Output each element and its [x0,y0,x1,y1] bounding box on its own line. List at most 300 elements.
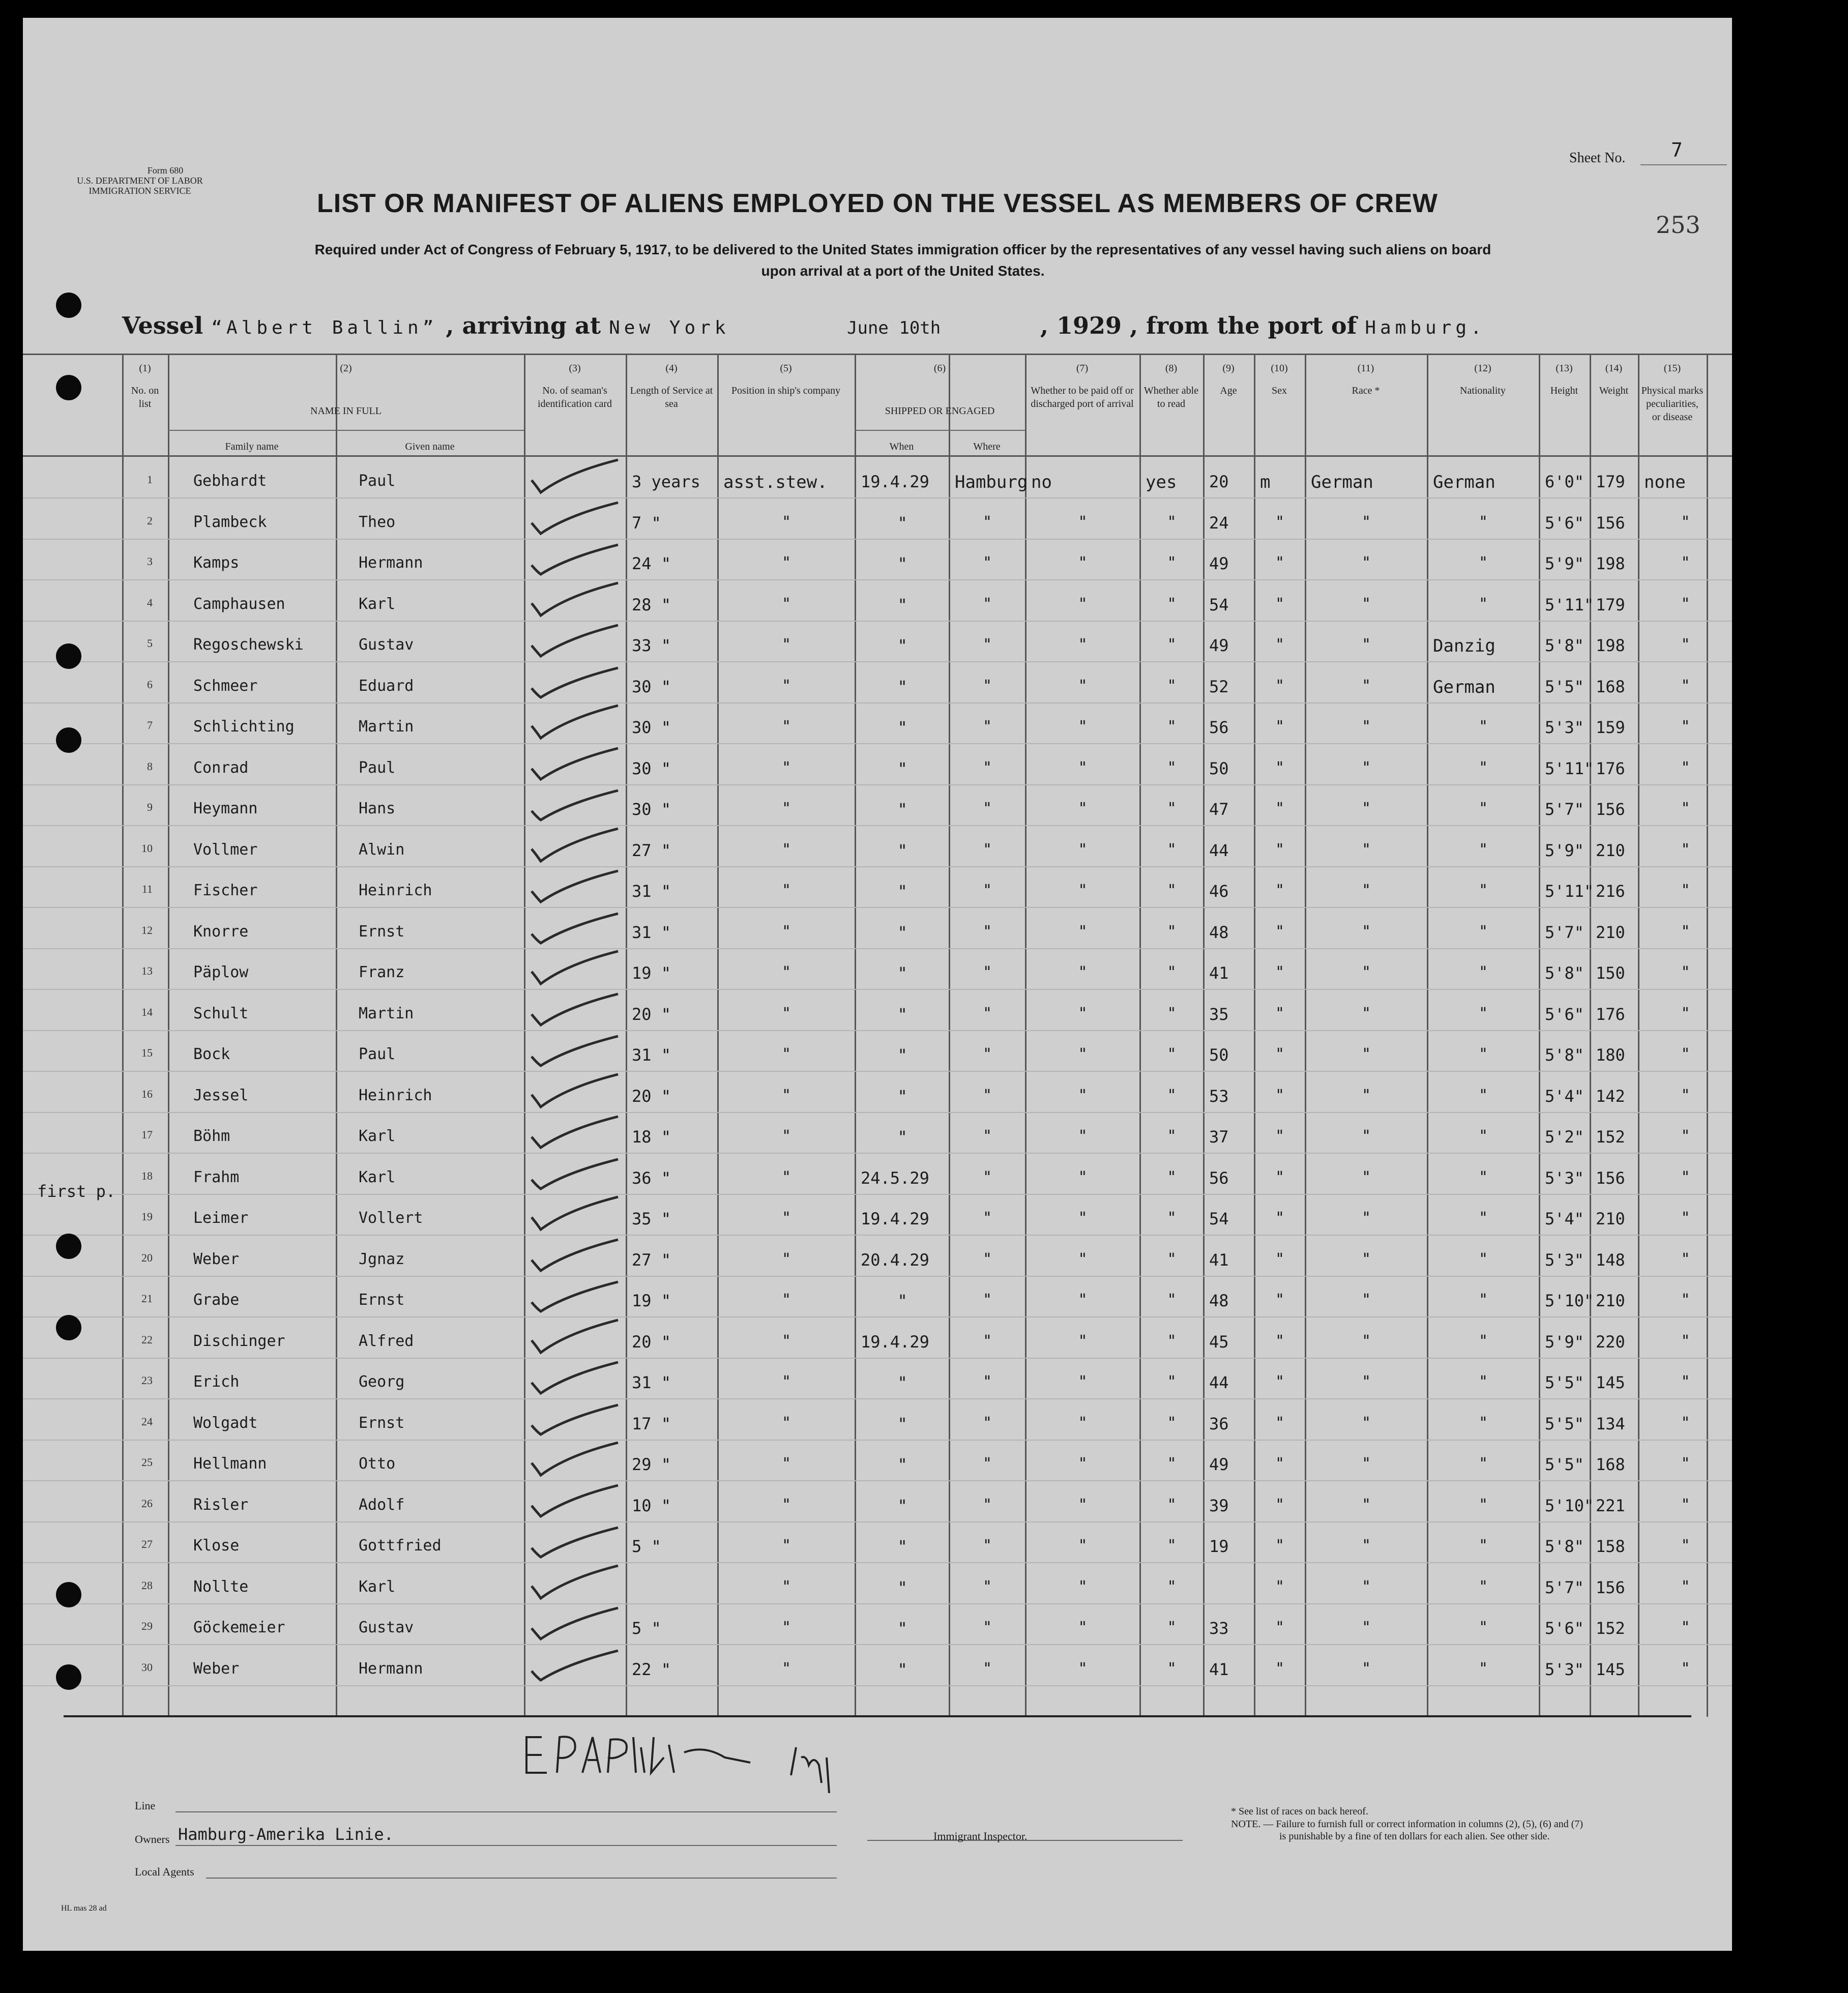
cell-weight: 210 [1596,1291,1625,1310]
cell-position: " [782,1659,791,1678]
checkmark-icon [526,864,628,905]
cell-paid: " [1078,1209,1088,1227]
cell-race: " [1362,1127,1371,1145]
cell-height: 5'6" [1545,1004,1585,1024]
cell-weight: 159 [1596,718,1625,737]
cell-given: Gustav [359,1619,414,1636]
cell-marks: " [1681,1496,1690,1514]
cell-race: " [1362,1619,1371,1636]
cell-paid: no [1031,472,1052,492]
cell-when: " [897,718,907,737]
cell-given: Alwin [359,840,405,859]
cell-age: 45 [1209,1332,1229,1352]
fine-note-line2: is punishable by a fine of ten dollars for each alien. See other side. [1279,1831,1550,1842]
cell-family: Böhm [193,1127,230,1145]
cell-where: " [983,1168,992,1186]
cell-height: 5'8" [1545,1537,1585,1556]
from-port: Hamburg. [1365,317,1486,338]
cell-sex: " [1275,1045,1285,1063]
table-row [23,581,1732,621]
column-header-c4: Length of Service at sea [630,385,713,409]
cell-read: " [1167,922,1177,941]
cell-service: 7 " [632,513,661,533]
cell-sex: " [1275,963,1285,981]
cell-paid: " [1078,1291,1088,1309]
cell-no: 12 [141,923,153,936]
cell-position: " [782,1332,791,1350]
table-row [23,1482,1732,1521]
cell-sex: " [1275,1373,1285,1391]
column-subheader-c2-2: Given name [405,441,455,452]
cell-height: 5'7" [1545,922,1585,942]
cell-family: Leimer [193,1209,249,1227]
column-number-c4: (4) [665,363,678,374]
cell-nationality: " [1479,1414,1488,1432]
cell-height: 5'9" [1545,554,1585,573]
cell-family: Kamps [193,554,240,572]
cell-weight: 152 [1596,1127,1625,1147]
cell-sex: " [1275,1659,1285,1678]
cell-paid: " [1078,554,1088,572]
checkmark-icon [526,1438,628,1478]
cell-sex: " [1275,1577,1285,1596]
cell-marks: " [1681,882,1690,899]
cell-age: 39 [1209,1496,1229,1515]
cell-read: " [1167,1455,1177,1473]
cell-race: German [1311,472,1373,492]
cell-family: Wolgadt [193,1414,258,1432]
cell-nationality: " [1479,922,1488,941]
column-subheader-c2-1: Family name [225,441,279,452]
cell-paid: " [1078,1045,1088,1063]
cell-family: Schult [193,1004,249,1022]
cell-family: Heymann [193,800,258,817]
column-subheader-c6-1: When [889,441,914,452]
cell-where: " [983,758,992,777]
cell-position: " [782,595,791,613]
cell-position: " [782,677,791,695]
cell-nationality: " [1479,1086,1488,1104]
column-number-c12: (12) [1474,363,1491,374]
cell-read: " [1167,1291,1177,1309]
cell-when: " [897,677,907,696]
table-row [23,663,1732,702]
cell-no: 3 [147,555,153,568]
cell-when: " [897,1414,907,1433]
cell-height: 5'9" [1545,1332,1585,1352]
race-note: * See list of races on back hereof. [1231,1806,1368,1817]
cell-read: " [1167,1086,1177,1104]
cell-no: 28 [141,1578,153,1592]
cell-race: " [1362,554,1371,572]
cell-given: Gustav [359,636,414,654]
cell-family: Schlichting [193,718,295,736]
cell-where: " [983,963,992,981]
cell-race: " [1362,1373,1371,1391]
cell-weight: 145 [1596,1659,1625,1679]
cell-weight: 152 [1596,1619,1625,1638]
cell-marks: " [1681,718,1690,736]
cell-read: " [1167,1004,1177,1022]
cell-age: 49 [1209,636,1229,655]
cell-marks: " [1681,1127,1690,1145]
cell-no: 14 [141,1005,153,1018]
cell-where: " [983,1373,992,1391]
cell-position: " [782,554,791,572]
cell-race: " [1362,840,1371,859]
cell-read: " [1167,1250,1177,1268]
cell-paid: " [1078,595,1088,613]
cell-where: " [983,1209,992,1227]
cell-height: 5'5" [1545,677,1585,696]
cell-service: 33 " [632,636,671,655]
cell-position: " [782,922,791,941]
cell-given: Paul [359,758,396,777]
cell-height: 5'2" [1545,1127,1585,1147]
cell-age: 48 [1209,922,1229,942]
cell-nationality: " [1479,1659,1488,1678]
cell-where: " [983,922,992,941]
cell-read: " [1167,595,1177,613]
checkmark-icon [526,1356,628,1396]
cell-paid: " [1078,1455,1088,1473]
cell-race: " [1362,1004,1371,1022]
cell-no: 16 [141,1087,153,1100]
cell-given: Karl [359,1577,396,1596]
table-row [23,990,1732,1030]
cell-position: " [782,963,791,981]
binder-hole [56,1582,81,1607]
column-number-c11: (11) [1357,363,1374,374]
cell-nationality: " [1479,840,1488,859]
cell-family: Regoschewski [193,636,304,654]
cell-age: 36 [1209,1414,1229,1433]
binder-hole [56,1664,81,1690]
cell-race: " [1362,1332,1371,1350]
cell-sex: " [1275,1537,1285,1555]
cell-service: 20 " [632,1086,671,1106]
cell-sex: " [1275,1619,1285,1636]
cell-height: 5'5" [1545,1373,1585,1392]
cell-when: " [897,1086,907,1106]
cell-when: " [897,963,907,983]
cell-paid: " [1078,1004,1088,1022]
cell-when: " [897,840,907,860]
cell-nationality: " [1479,1168,1488,1186]
cell-family: Grabe [193,1291,240,1309]
cell-given: Paul [359,1045,396,1063]
cell-sex: " [1275,1455,1285,1473]
cell-age: 49 [1209,554,1229,573]
checkmark-icon [526,455,628,495]
cell-read: " [1167,1209,1177,1227]
inspector-signature [511,1717,898,1793]
cell-when: " [897,554,907,573]
cell-when: 24.5.29 [861,1168,929,1188]
cell-position: " [782,1414,791,1432]
cell-given: Jgnaz [359,1250,405,1268]
cell-marks: " [1681,595,1690,613]
cell-given: Georg [359,1373,405,1391]
page-title: LIST OR MANIFEST OF ALIENS EMPLOYED ON THE VESSEL AS MEMBERS OF CREW [317,189,1438,218]
cell-where: " [983,1127,992,1145]
cell-marks: " [1681,513,1690,531]
cell-family: Knorre [193,922,249,941]
cell-marks: " [1681,922,1690,941]
binder-hole [56,1315,81,1340]
cell-no: 23 [141,1374,153,1387]
cell-weight: 158 [1596,1537,1625,1556]
cell-marks: " [1681,1619,1690,1636]
cell-service: 18 " [632,1127,671,1147]
table-row [23,1113,1732,1153]
cell-race: " [1362,1577,1371,1596]
binder-hole [56,643,81,669]
cell-read: " [1167,882,1177,899]
cell-age: 44 [1209,1373,1229,1392]
fine-note-line1: NOTE. — Failure to furnish full or correct information in columns (2), (5), (6) and (7) [1231,1819,1583,1830]
cell-sex: " [1275,800,1285,817]
cell-read: " [1167,1414,1177,1432]
cell-no: 22 [141,1333,153,1346]
cell-read: " [1167,840,1177,859]
cell-service: 28 " [632,595,671,614]
cell-family: Vollmer [193,840,258,859]
cell-given: Hermann [359,1659,423,1678]
arriving-label: , arriving at [446,312,601,339]
table-row [23,1031,1732,1071]
checkmark-icon [526,824,628,864]
cell-service: 24 " [632,554,671,573]
cell-race: " [1362,1209,1371,1227]
checkmark-icon [526,1110,628,1151]
cell-read: " [1167,1577,1177,1596]
cell-sex: " [1275,840,1285,859]
cell-age: 19 [1209,1537,1229,1556]
cell-nationality: " [1479,1496,1488,1514]
cell-no: 20 [141,1251,153,1264]
cell-position: " [782,1004,791,1022]
cell-when: " [897,1004,907,1024]
cell-service: 35 " [632,1209,671,1228]
cell-weight: 145 [1596,1373,1625,1392]
cell-age: 47 [1209,800,1229,819]
table-row [23,1400,1732,1440]
cell-service: 19 " [632,963,671,983]
cell-no: 4 [147,596,153,609]
cell-read: " [1167,758,1177,777]
cell-family: Päplow [193,963,249,981]
cell-no: 30 [141,1660,153,1674]
cell-given: Hans [359,800,396,817]
cell-where: " [983,1414,992,1432]
column-header-c9: Age [1220,385,1237,396]
cell-nationality: " [1479,1332,1488,1350]
cell-where: " [983,1250,992,1268]
cell-where: " [983,840,992,859]
cell-age: 46 [1209,882,1229,901]
cell-service: 3 years [632,472,700,491]
column-header-c11: Race * [1352,385,1380,396]
cell-family: Camphausen [193,595,285,613]
cell-weight: 220 [1596,1332,1625,1352]
cell-when: " [897,636,907,655]
cell-sex: " [1275,1168,1285,1186]
cell-no: 26 [141,1497,153,1510]
manifest-sheet [23,18,1732,1951]
cell-position: " [782,1455,791,1473]
cell-when: " [897,758,907,778]
cell-no: 13 [141,964,153,977]
checkmark-icon [526,987,628,1028]
cell-paid: " [1078,882,1088,899]
cell-height: 5'10" [1545,1291,1594,1310]
cell-weight: 180 [1596,1045,1625,1065]
cell-family: Weber [193,1659,240,1678]
cell-marks: " [1681,554,1690,572]
table-row [23,1154,1732,1194]
cell-race: " [1362,1414,1371,1432]
cell-weight: 150 [1596,963,1625,983]
table-row [23,1318,1732,1358]
cell-where: " [983,800,992,817]
cell-position: " [782,1127,791,1145]
cell-where: " [983,718,992,736]
cell-weight: 210 [1596,840,1625,860]
cell-read: " [1167,636,1177,654]
subtitle-line2: upon arrival at a port of the United States. [761,263,1045,279]
cell-race: " [1362,1659,1371,1678]
table-row [23,867,1732,907]
cell-race: " [1362,1496,1371,1514]
cell-weight: 148 [1596,1250,1625,1270]
cell-given: Ernst [359,1414,405,1432]
cell-when: " [897,800,907,819]
cell-position: " [782,1537,791,1555]
cell-no: 19 [141,1210,153,1223]
table-row [23,622,1732,661]
cell-position: " [782,718,791,736]
cell-weight: 142 [1596,1086,1625,1106]
cell-when: 19.4.29 [861,472,929,491]
checkmark-icon [526,660,628,700]
cell-race: " [1362,1086,1371,1104]
table-row [23,745,1732,784]
cell-service: 17 " [632,1414,671,1433]
cell-weight: 216 [1596,882,1625,901]
cell-weight: 156 [1596,1168,1625,1188]
column-header-c3: No. of seaman's identification card [537,385,612,409]
cell-paid: " [1078,758,1088,777]
cell-position: " [782,636,791,654]
cell-nationality: " [1479,758,1488,777]
vessel-name: “Albert Ballin” [211,317,438,338]
cell-position: " [782,1619,791,1636]
cell-marks: " [1681,1659,1690,1678]
cell-when: 19.4.29 [861,1209,929,1228]
cell-where: " [983,1455,992,1473]
cell-race: " [1362,595,1371,613]
column-subheader-c6-2: Where [973,441,1001,452]
cell-service: 27 " [632,840,671,860]
cell-no: 5 [147,637,153,650]
cell-read: " [1167,1373,1177,1391]
cell-nationality: " [1479,1537,1488,1555]
cell-no: 1 [147,473,153,486]
cell-given: Ernst [359,922,405,941]
cell-nationality: " [1479,882,1488,899]
cell-sex: m [1260,472,1271,492]
cell-no: 24 [141,1415,153,1428]
cell-when: " [897,1659,907,1679]
cell-weight: 221 [1596,1496,1625,1515]
cell-race: " [1362,922,1371,941]
cell-position: " [782,1168,791,1186]
cell-family: Plambeck [193,513,267,531]
cell-family: Schmeer [193,677,258,695]
cell-when: " [897,882,907,901]
column-number-c6: (6) [933,363,946,374]
cell-given: Eduard [359,677,414,695]
sheet-label: Sheet No. [1569,150,1626,166]
table-row [23,1236,1732,1276]
table-row [23,1564,1732,1603]
arrival-year: , 1929 [1040,312,1122,339]
cell-family: Weber [193,1250,240,1268]
inspector-label: Immigrant Inspector. [933,1830,1028,1842]
cell-read: " [1167,1168,1177,1186]
cell-weight: 176 [1596,758,1625,778]
cell-position: " [782,1577,791,1596]
checkmark-icon [526,1643,628,1683]
cell-family: Klose [193,1537,240,1555]
column-header-c12: Nationality [1460,385,1506,396]
checkmark-icon [526,905,628,946]
checkmark-icon [526,1561,628,1601]
column-header-c15: Physical marks peculiarities, or disease [1641,385,1704,423]
cell-age: 56 [1209,718,1229,737]
checkmark-icon [526,700,628,741]
cell-weight: 179 [1596,472,1625,491]
table-row [23,1072,1732,1112]
cell-where: " [983,1332,992,1350]
cell-position: " [782,1250,791,1268]
column-number-c8: (8) [1165,363,1178,374]
binder-hole [56,727,81,753]
column-header-c7: Whether to be paid off or discharged port of arrival [1031,385,1134,409]
cell-age: 53 [1209,1086,1229,1106]
cell-marks: " [1681,1414,1690,1432]
cell-height: 5'7" [1545,800,1585,819]
cell-when: " [897,1577,907,1597]
checkmark-icon [526,1028,628,1069]
column-header-c5: Position in ship's company [731,385,841,396]
cell-read: " [1167,513,1177,531]
cell-height: 5'6" [1545,513,1585,533]
cell-position: " [782,1209,791,1227]
cell-age: 50 [1209,758,1229,778]
cell-read: " [1167,1496,1177,1514]
cell-where: " [983,1577,992,1596]
cell-given: Martin [359,718,414,736]
cell-no: 18 [141,1169,153,1182]
cell-no: 6 [147,678,153,691]
cell-sex: " [1275,636,1285,654]
cell-race: " [1362,636,1371,654]
cell-nationality: " [1479,1577,1488,1596]
table-row [23,785,1732,825]
cell-race: " [1362,800,1371,817]
